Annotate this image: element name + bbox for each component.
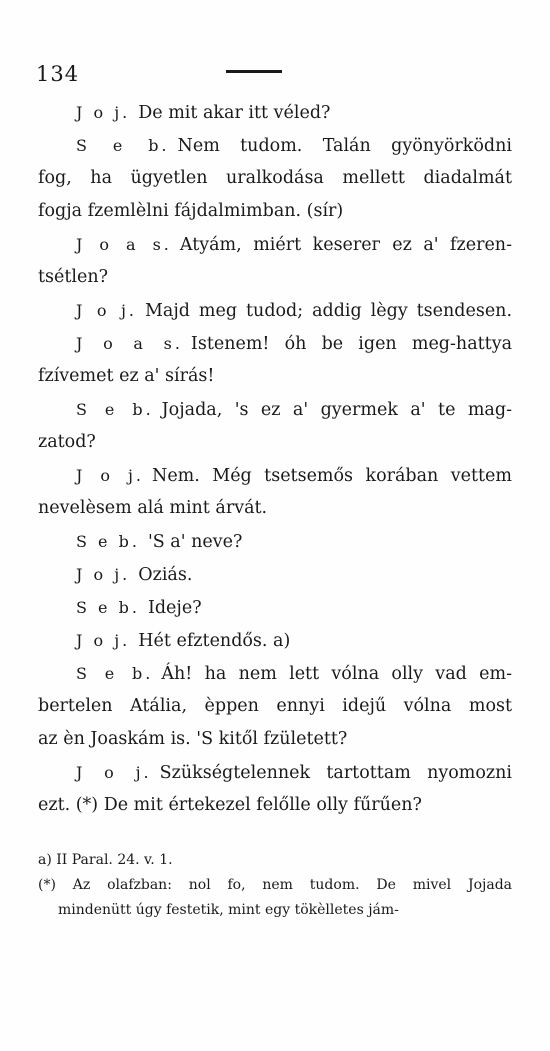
line-text: Oziás.	[138, 565, 193, 585]
text-line	[38, 789, 512, 822]
text-line	[38, 360, 512, 393]
text-line	[38, 393, 512, 426]
text-line	[38, 591, 512, 624]
line-text: Nem. Még tsetsemős korában vettem	[152, 466, 513, 486]
footnote-star-line-2: mindenütt úgy festetik, mint egy tökèlletes jám-	[58, 902, 399, 918]
line-text: Hét efztendős. a)	[138, 631, 291, 651]
line-text: Áh! ha nem lett vólna olly vad em-	[161, 664, 512, 684]
footnote-star-line-1: (*) Az olafzban: nol fo, nem tudom. De mivel Jojada	[38, 877, 512, 893]
speaker-name: J o j.	[76, 466, 145, 485]
text-line	[38, 690, 512, 723]
line-text: ezt. (*) De mit értekezel felőlle olly fűrűen?	[38, 795, 422, 815]
text-line	[38, 756, 512, 789]
text-line	[38, 195, 512, 228]
speaker-name: J o j.	[76, 565, 131, 584]
line-text: tsétlen?	[38, 267, 109, 287]
line-text: Ideje?	[147, 598, 202, 618]
speaker-name: J o j.	[76, 103, 131, 122]
text-line	[38, 96, 512, 129]
line-text: Istenem! óh be igen meg-hattya	[190, 334, 513, 354]
line-text: Atyám, miért keserег ez a' fzeren-	[179, 235, 512, 255]
line-text: De mit akar itt véled?	[138, 103, 331, 123]
footnote-a: a) II Paral. 24. v. 1.	[38, 852, 173, 868]
speaker-name: J o a s.	[76, 235, 172, 254]
line-text: Majd meg tudod; addig lègy tsendesen.	[145, 301, 513, 321]
speaker-name: J o j.	[76, 763, 152, 782]
dialogue-text	[38, 96, 512, 822]
speaker-name: S e b.	[76, 136, 170, 155]
speaker-name: J o j.	[76, 301, 138, 320]
text-line	[38, 624, 512, 657]
text-line	[38, 294, 512, 327]
text-line	[38, 657, 512, 690]
line-text: 'S a' neve?	[147, 532, 243, 552]
line-text: fzívemet ez a' sírás!	[38, 366, 215, 386]
text-line	[38, 723, 512, 756]
text-line	[38, 525, 512, 558]
text-line	[38, 261, 512, 294]
text-line	[38, 459, 512, 492]
text-line	[38, 492, 512, 525]
text-line	[38, 162, 512, 195]
speaker-name: S e b.	[76, 598, 140, 617]
page-number: 134	[36, 62, 80, 86]
speaker-name: S e b.	[76, 400, 154, 419]
line-text: Szükségtelennek tartottam nyomozni	[159, 763, 513, 783]
line-text: fogja fzemlèlni fájdalmimban. (sír)	[38, 201, 344, 221]
speaker-name: S e b.	[76, 664, 154, 683]
line-text: bertelen Atália, èppen ennyi idejű vólna most	[38, 696, 512, 716]
text-line	[38, 327, 512, 360]
line-text: az èn Joaskám is. 'S kitől fzületett?	[38, 729, 348, 749]
text-line	[38, 426, 512, 459]
text-line	[38, 228, 512, 261]
line-text: Jojada, 's ez a' gyermek a' te mag-	[161, 400, 512, 420]
speaker-name: J o j.	[76, 631, 131, 650]
line-text: Nem tudom. Talán gyönyörködni	[177, 136, 513, 156]
speaker-name: J o a s.	[76, 334, 183, 353]
text-line	[38, 129, 512, 162]
line-text: nevelèsem alá mint árvát.	[38, 498, 268, 518]
speaker-name: S e b.	[76, 532, 140, 551]
header-rule	[226, 70, 282, 73]
footnotes	[38, 848, 512, 923]
text-line	[38, 558, 512, 591]
line-text: zatod?	[38, 432, 96, 452]
line-text: fog, ha ügyetlen uralkodása mellett diadalmát	[38, 168, 512, 188]
